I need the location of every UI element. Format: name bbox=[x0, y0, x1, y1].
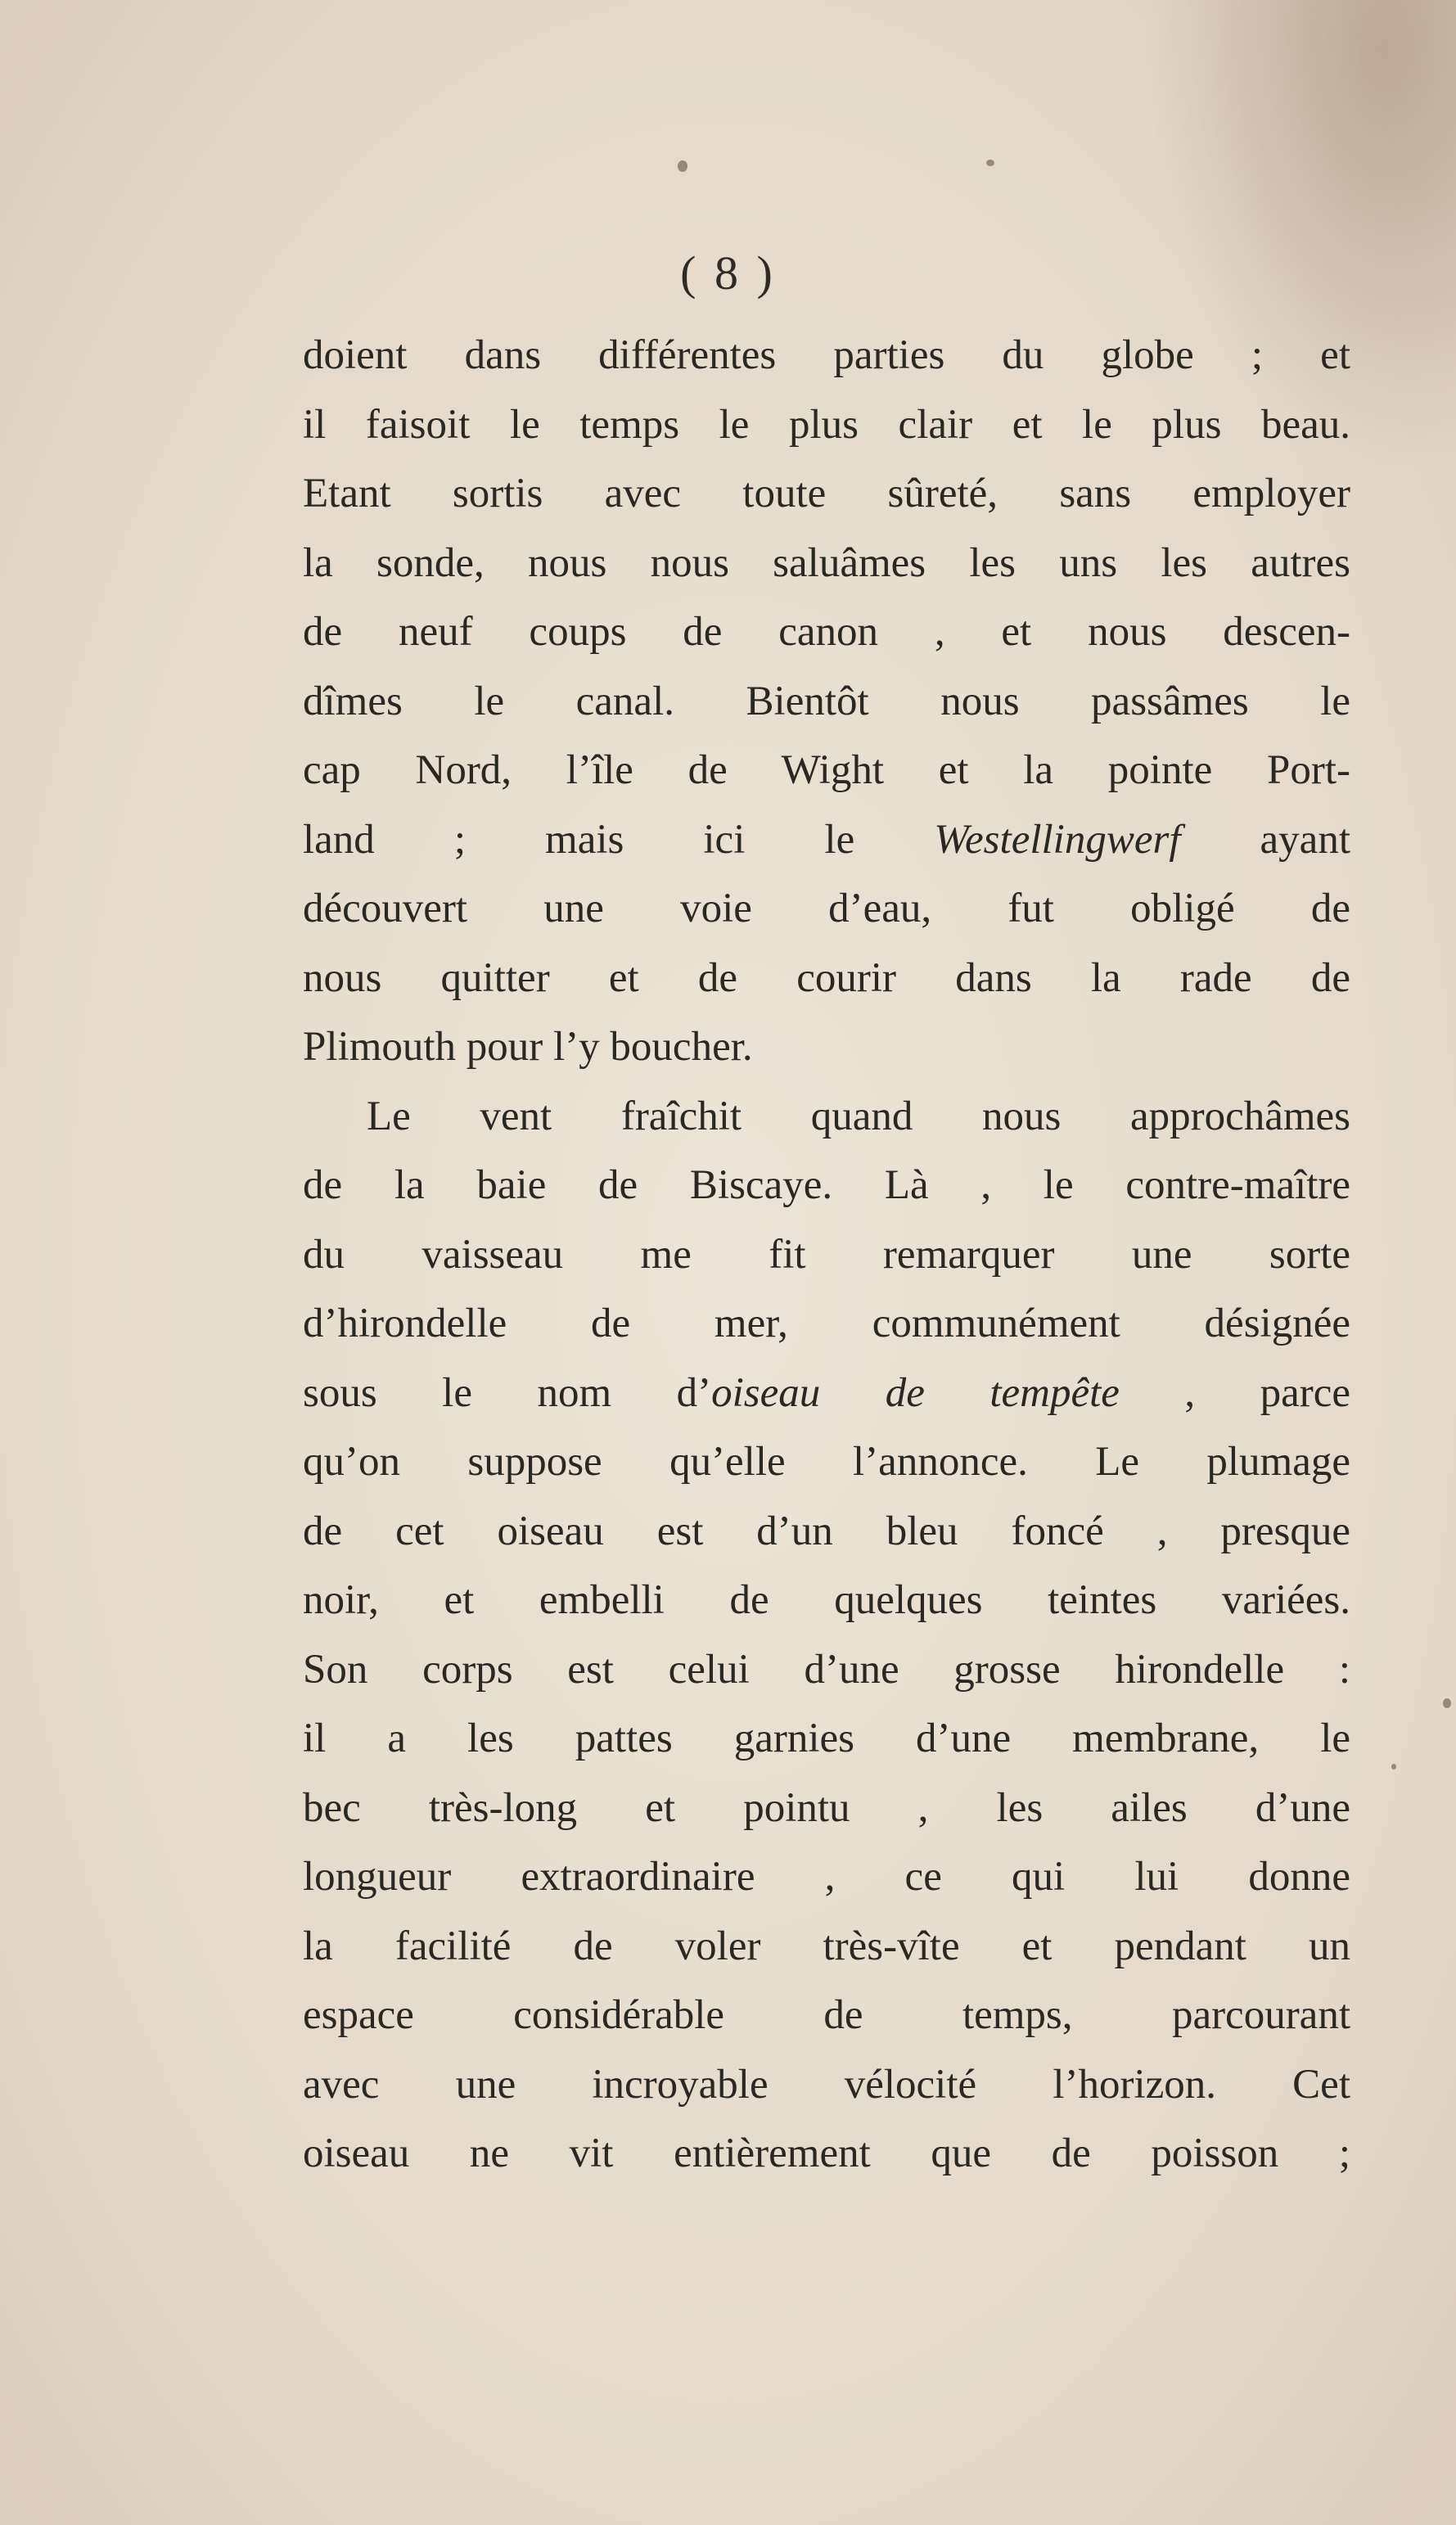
italic-text: oiseau de tempête bbox=[711, 1369, 1120, 1416]
text-segment: avec une incroyable vélocité l’horizon. Cet bbox=[303, 2061, 1350, 2108]
ink-spot bbox=[678, 160, 687, 172]
text-segment: de la baie de Biscaye. Là , le contre-maître bbox=[303, 1162, 1350, 1208]
text-segment: Son corps est celui d’une grosse hirondelle : bbox=[303, 1646, 1350, 1693]
text-line bbox=[303, 1012, 1350, 1082]
text-line bbox=[303, 1635, 1350, 1705]
page-number: ( 8 ) bbox=[680, 246, 776, 300]
text-line bbox=[303, 597, 1350, 667]
text-segment: de neuf coups de canon , et nous descen- bbox=[303, 609, 1350, 655]
text-segment: espace considérable de temps, parcourant bbox=[303, 1992, 1350, 2038]
text-segment: longueur extraordinaire , ce qui lui donne bbox=[303, 1854, 1350, 1900]
text-segment: sous le nom d’ bbox=[303, 1369, 712, 1416]
text-line bbox=[303, 1220, 1350, 1290]
text-segment: qu’on suppose qu’elle l’annonce. Le plumage bbox=[303, 1439, 1350, 1485]
text-line bbox=[303, 1704, 1350, 1774]
text-line bbox=[303, 1359, 1350, 1428]
text-segment: de cet oiseau est d’un bleu foncé , presque bbox=[303, 1508, 1350, 1554]
text-line bbox=[303, 1842, 1350, 1912]
text-segment: doient dans différentes parties du globe ; et bbox=[303, 332, 1350, 378]
ink-spot bbox=[1443, 1698, 1451, 1708]
text-segment: du vaisseau me fit remarquer une sorte bbox=[303, 1231, 1350, 1278]
body-text bbox=[303, 321, 1350, 2189]
text-segment: oiseau ne vit entièrement que de poisson ; bbox=[303, 2130, 1350, 2176]
text-segment: cap Nord, l’île de Wight et la pointe Port- bbox=[303, 747, 1350, 793]
text-segment: découvert une voie d’eau, fut obligé de bbox=[303, 886, 1350, 931]
text-line bbox=[303, 1566, 1350, 1635]
text-segment: bec très-long et pointu , les ailes d’une bbox=[303, 1784, 1350, 1831]
text-segment: Plimouth pour l’y boucher. bbox=[303, 1024, 753, 1070]
text-line bbox=[303, 1981, 1350, 2050]
text-segment: dîmes le canal. Bientôt nous passâmes le bbox=[303, 678, 1350, 724]
text-line bbox=[303, 1774, 1350, 1843]
text-segment: d’hirondelle de mer, communément désignée bbox=[303, 1301, 1350, 1346]
text-segment: il faisoit le temps le plus clair et le plus beau. bbox=[303, 401, 1350, 448]
text-line bbox=[303, 1912, 1350, 1982]
text-line bbox=[303, 1151, 1350, 1220]
ink-spot bbox=[1391, 1764, 1396, 1770]
italic-text: Westellingwerf bbox=[934, 816, 1181, 863]
text-line bbox=[303, 874, 1350, 944]
text-line bbox=[303, 2050, 1350, 2120]
text-segment: nous quitter et de courir dans la rade de bbox=[303, 954, 1350, 1001]
text-line bbox=[303, 667, 1350, 737]
text-line bbox=[303, 2119, 1350, 2189]
text-line bbox=[303, 805, 1350, 875]
text-line bbox=[303, 1289, 1350, 1359]
text-segment: la sonde, nous nous saluâmes les uns les autres bbox=[303, 539, 1350, 586]
text-line bbox=[303, 1497, 1350, 1567]
text-segment: noir, et embelli de quelques teintes variées. bbox=[303, 1577, 1350, 1623]
ink-spot bbox=[986, 160, 994, 166]
text-line bbox=[303, 1427, 1350, 1497]
text-segment: Etant sortis avec toute sûreté, sans employer bbox=[303, 471, 1350, 516]
text-segment: la facilité de voler très-vîte et pendant un bbox=[303, 1923, 1350, 1969]
text-segment: Le vent fraîchit quand nous approchâmes bbox=[367, 1093, 1350, 1139]
text-line bbox=[303, 459, 1350, 529]
text-line bbox=[303, 321, 1350, 390]
text-segment: , parce bbox=[1119, 1369, 1350, 1416]
text-segment: il a les pattes garnies d’une membrane, le bbox=[303, 1716, 1350, 1761]
text-line bbox=[303, 1082, 1350, 1152]
text-line bbox=[303, 944, 1350, 1013]
text-segment: ayant bbox=[1180, 816, 1350, 863]
text-line bbox=[303, 529, 1350, 598]
text-line bbox=[303, 390, 1350, 460]
text-segment: land ; mais ici le bbox=[303, 816, 935, 863]
text-line bbox=[303, 736, 1350, 805]
